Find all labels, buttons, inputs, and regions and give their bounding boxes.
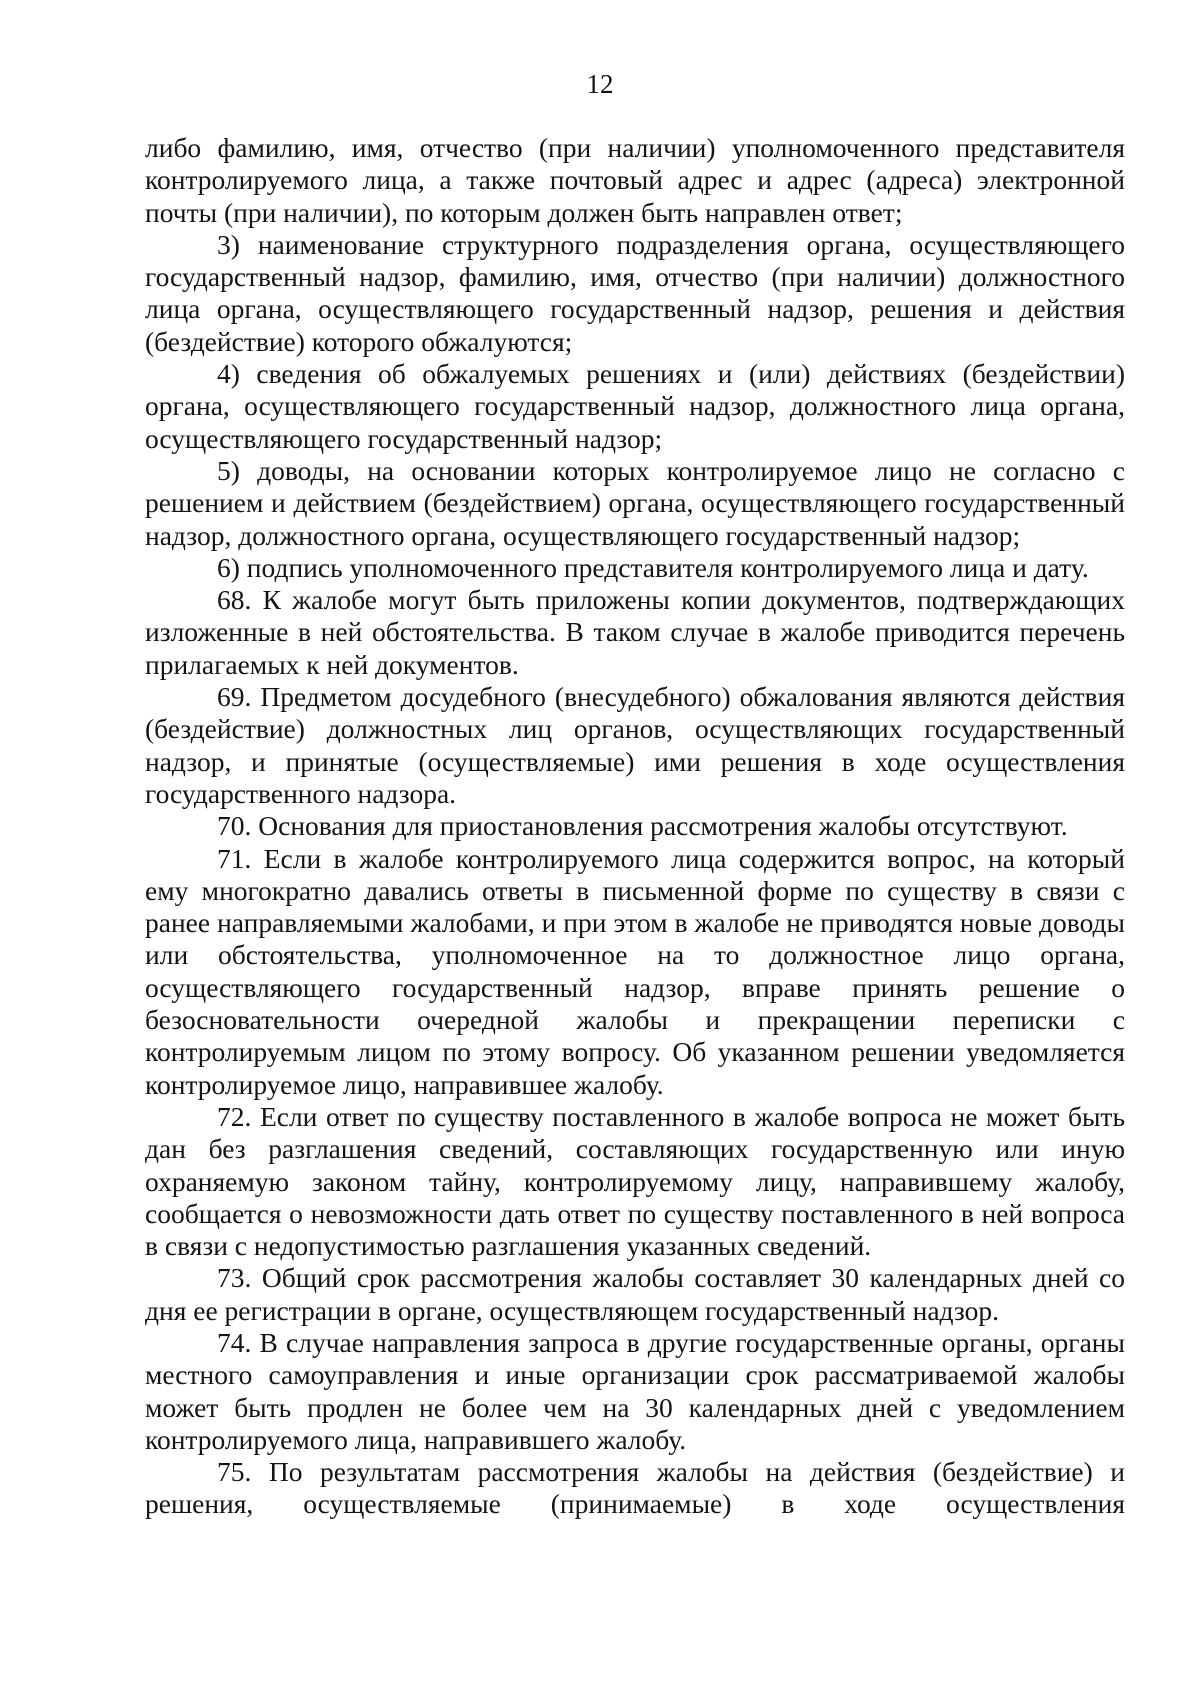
paragraph-72: 72. Если ответ по существу поставленного в жалобе вопроса не может быть дан без разглашения сведений, составляющих государственную или иную охраняемую законом тайну, контролируемому лицу, направившему жалобу, сообщается о невозможности дать ответ по существу поставленного в ней вопроса в связи с недопустимостью разглашения указанных сведений.: [145, 1100, 1125, 1262]
document-body: [145, 132, 1125, 1521]
paragraph-68: 68. К жалобе могут быть приложены копии документов, подтверждающих изложенные в ней обстоятельства. В таком случае в жалобе приводится перечень прилагаемых к ней документов.: [145, 584, 1125, 680]
paragraph-item-6: 6) подпись уполномоченного представителя контролируемого лица и дату.: [217, 551, 1089, 583]
paragraph-69: 69. Предметом досудебного (внесудебного) обжалования являются действия (бездействие) должностных лиц органов, осуществляющих государственный надзор, и принятые (осуществляемые) ими решения в ходе осуществления государственного надзора.: [145, 681, 1125, 809]
paragraph-71: 71. Если в жалобе контролируемого лица содержится вопрос, на который ему многократно давались ответы в письменной форме по существу в связи с ранее направляемыми жалобами, и при этом в жалобе не приводятся новые доводы или обстоятельства, уполномоченное на то должностное лицо органа, осуществляющего государственный надзор, вправе принять решение о безосновательности очередной жалобы и прекращении переписки с контролируемым лицом по этому вопросу. Об указанном решении уведомляется контролируемое лицо, направившее жалобу.: [145, 842, 1125, 1100]
paragraph-75: 75. По результатам рассмотрения жалобы на действия (бездействие) и решения, осуществляемые (принимаемые) в ходе осуществления: [145, 1456, 1125, 1520]
page-number: 12: [586, 69, 614, 99]
paragraph-item-3: 3) наименование структурного подразделения органа, осуществляющего государственный надзор, фамилию, имя, отчество (при наличии) должностного лица органа, осуществляющего государственный надзор, решения и действия (бездействие) которого обжалуются;: [145, 228, 1125, 357]
paragraph-item-4: 4) сведения об обжалуемых решениях и (или) действиях (бездействии) органа, осуществляющего государственный надзор, должностного лица органа, осуществляющего государственный надзор;: [145, 358, 1125, 454]
paragraph-70: 70. Основания для приостановления рассмотрения жалобы отсутствуют.: [217, 810, 1068, 842]
paragraph-73: 73. Общий срок рассмотрения жалобы составляет 30 календарных дней со дня ее регистрации в органе, осуществляющем государственный надзор.: [145, 1262, 1125, 1326]
paragraph-item-5: 5) доводы, на основании которых контролируемое лицо не согласно с решением и действием (бездействием) органа, осуществляющего государственный надзор, должностного органа, осуществляющего государственный надзор;: [145, 454, 1125, 551]
paragraph-continuation: либо фамилию, имя, отчество (при наличии) уполномоченного представителя контролируемого лица, а также почтовый адрес и адрес (адреса) электронной почты (при наличии), по которым должен быть направлен ответ;: [145, 132, 1125, 228]
paragraph-74: 74. В случае направления запроса в другие государственные органы, органы местного самоуправления и иные организации срок рассматриваемой жалобы может быть продлен не более чем на 30 календарных дней с уведомлением контролируемого лица, направившего жалобу.: [145, 1326, 1125, 1455]
